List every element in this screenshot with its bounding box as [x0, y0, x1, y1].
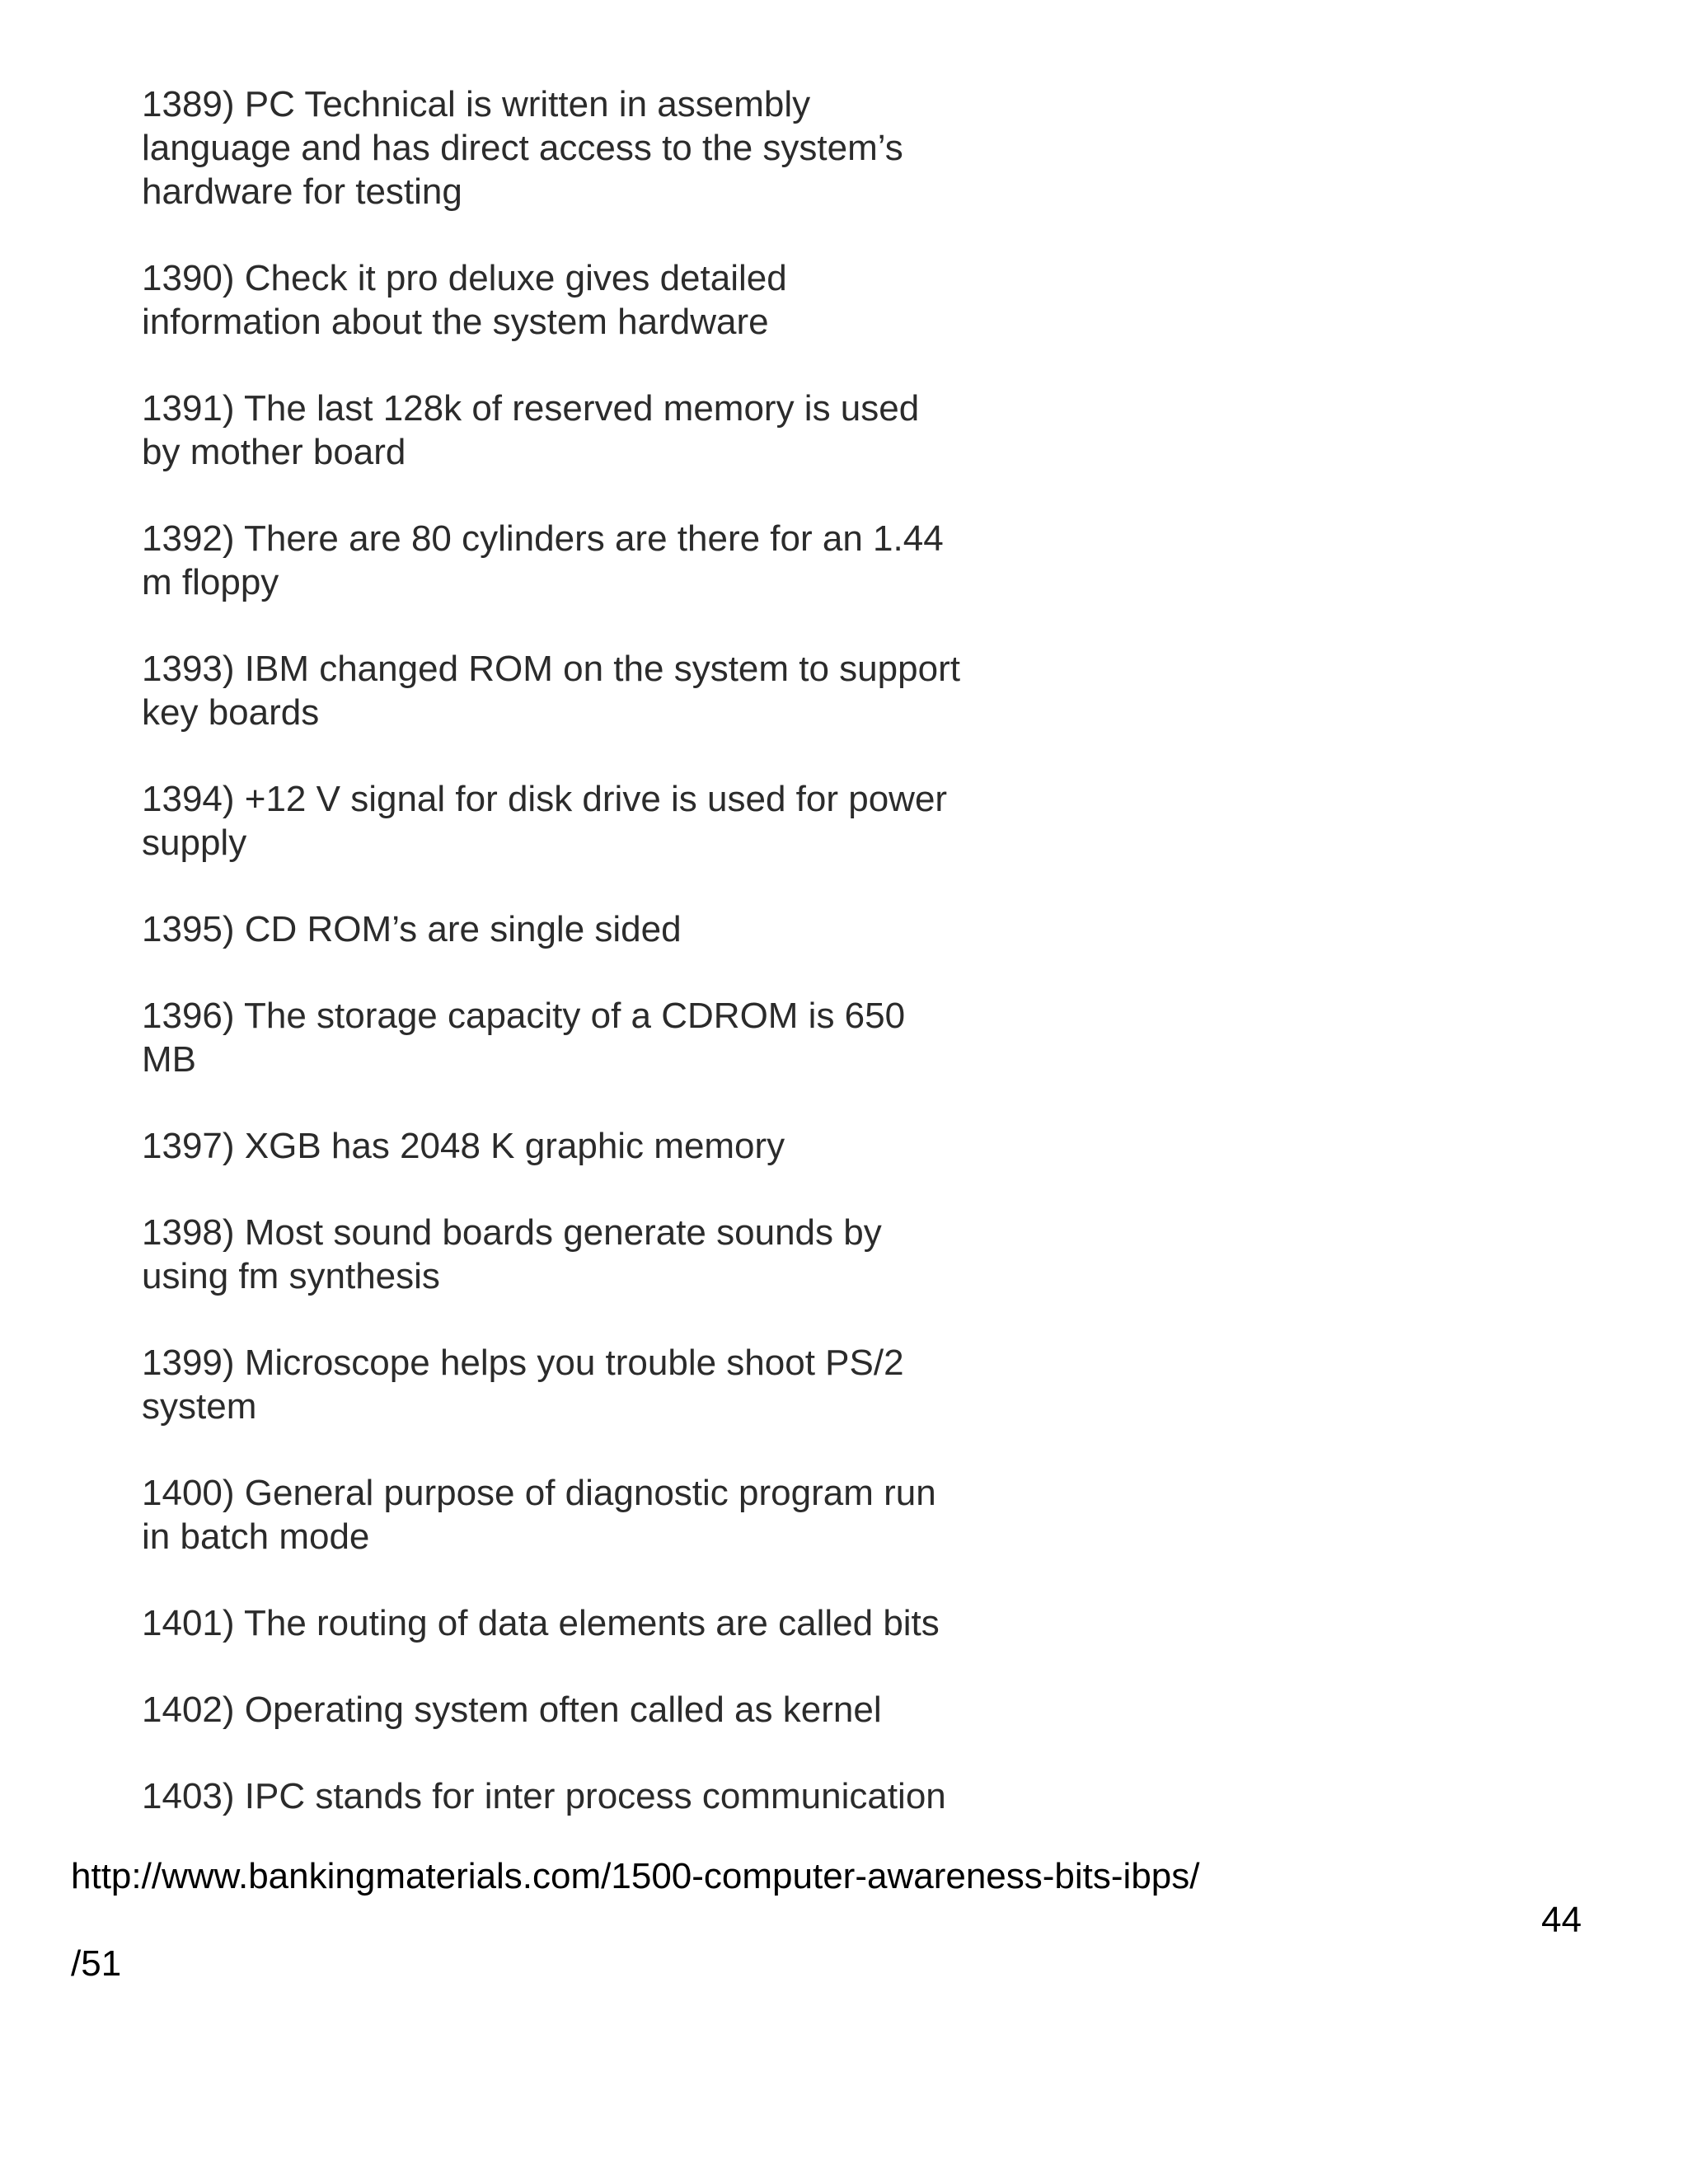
list-item: 1396) The storage capacity of a CDROM is 650 MB: [142, 996, 906, 1080]
list-item: 1394) +12 V signal for disk drive is used for power supply: [142, 779, 948, 863]
list-item: 1397) XGB has 2048 K graphic memory: [142, 1126, 785, 1166]
list-item: 1403) IPC stands for inter process communication: [142, 1776, 946, 1816]
list-item: 1400) General purpose of diagnostic program run in batch mode: [142, 1473, 936, 1557]
list-item: 1398) Most sound boards generate sounds by using fm synthesis: [142, 1212, 882, 1296]
footer-url: http://www.bankingmaterials.com/1500-computer-awareness-bits-ibps/: [71, 1856, 1200, 1896]
page-number: 44: [1541, 1900, 1582, 1940]
list-item: 1390) Check it pro deluxe gives detailed information about the system hardware: [142, 258, 787, 342]
list-item: 1389) PC Technical is written in assembly language and has direct access to the system’s hardware for testing: [142, 84, 903, 212]
list-item: 1391) The last 128k of reserved memory is used by mother board: [142, 388, 920, 472]
list-item: 1402) Operating system often called as kernel: [142, 1690, 882, 1730]
list-item: 1395) CD ROM’s are single sided: [142, 909, 682, 949]
list-item: 1399) Microscope helps you trouble shoot PS/2 system: [142, 1343, 904, 1427]
list-item: 1401) The routing of data elements are called bits: [142, 1603, 940, 1643]
bits-list: [142, 82, 1032, 1861]
page-total: /51: [71, 1943, 122, 1984]
list-item: 1392) There are 80 cylinders are there for an 1.44 m floppy: [142, 518, 944, 602]
list-item: 1393) IBM changed ROM on the system to support key boards: [142, 649, 960, 733]
